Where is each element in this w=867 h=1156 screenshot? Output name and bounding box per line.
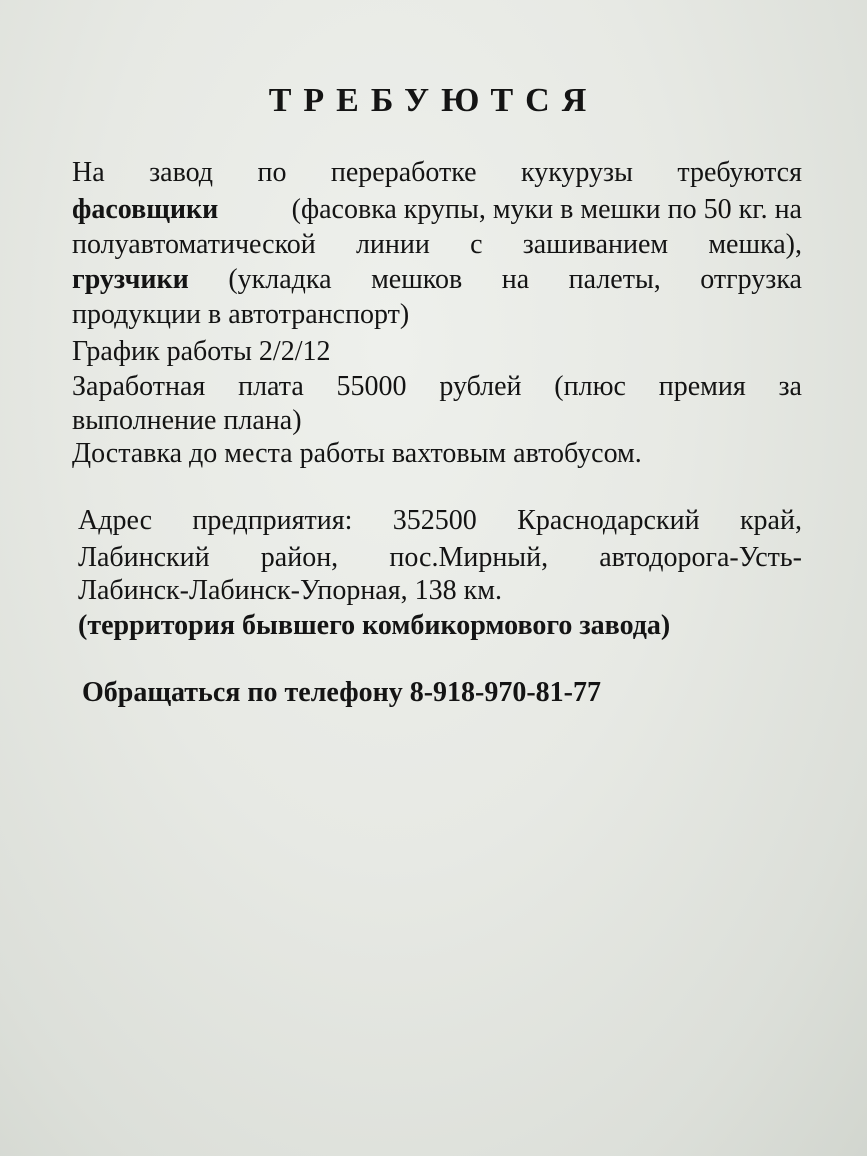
word: плата — [238, 371, 304, 402]
word: отгрузка — [700, 264, 802, 295]
delivery-note: Доставка до места работы вахтовым автобусом. — [72, 438, 642, 469]
word: предприятия: — [192, 505, 353, 536]
word: на — [501, 264, 530, 295]
intro-line-3 — [72, 228, 802, 262]
word: мешков — [371, 264, 463, 295]
document-title: ТРЕБУЮТСЯ — [268, 82, 599, 119]
word: автодорога-Усть- — [599, 542, 802, 573]
intro-line-2 — [72, 193, 802, 227]
intro-line-1 — [72, 156, 802, 190]
word: по — [257, 157, 287, 188]
job-packers: фасовщики — [72, 194, 219, 225]
address-line-3: Лабинск-Лабинск-Упорная, 138 км. — [78, 575, 502, 606]
word: 55000 — [336, 371, 407, 402]
word: линии — [355, 229, 430, 260]
address-territory: (территория бывшего комбикормового завода) — [78, 610, 671, 641]
address-line-1 — [78, 504, 802, 538]
address-line-2 — [78, 541, 802, 575]
contact-phone: Обращаться по телефону 8-918-970-81-77 — [82, 677, 601, 708]
word: Лабинский — [78, 542, 210, 573]
word: переработке — [330, 157, 477, 188]
word: палеты, — [568, 264, 661, 295]
word: (укладка — [228, 264, 332, 295]
word: край, — [739, 505, 802, 536]
word: премия — [658, 371, 746, 402]
word: Адрес — [78, 505, 153, 536]
word: завод — [149, 157, 214, 188]
word: район, — [260, 542, 339, 573]
salary-line-2: выполнение плана) — [72, 405, 302, 436]
word: с — [470, 229, 483, 260]
word: за — [778, 371, 802, 402]
word: рублей — [439, 371, 522, 402]
word: Краснодарский — [517, 505, 700, 536]
word: мешка), — [708, 229, 802, 260]
work-schedule: График работы 2/2/12 — [72, 336, 331, 367]
intro-line-4 — [72, 263, 802, 297]
packers-description: (фасовка крупы, муки в мешки по 50 кг. на — [291, 194, 802, 225]
word: зашиванием — [522, 229, 669, 260]
word: 352500 — [392, 505, 477, 536]
word: требуются — [677, 157, 802, 188]
word: пос.Мирный, — [389, 542, 549, 573]
word: (плюс — [554, 371, 626, 402]
salary-line-1 — [72, 370, 802, 404]
word: Заработная — [72, 371, 206, 402]
word: полуавтоматической — [72, 229, 316, 260]
word: кукурузы — [521, 157, 633, 188]
word: На — [72, 157, 105, 188]
job-loaders: грузчики — [72, 264, 189, 295]
intro-line-5: продукции в автотранспорт) — [72, 299, 410, 330]
